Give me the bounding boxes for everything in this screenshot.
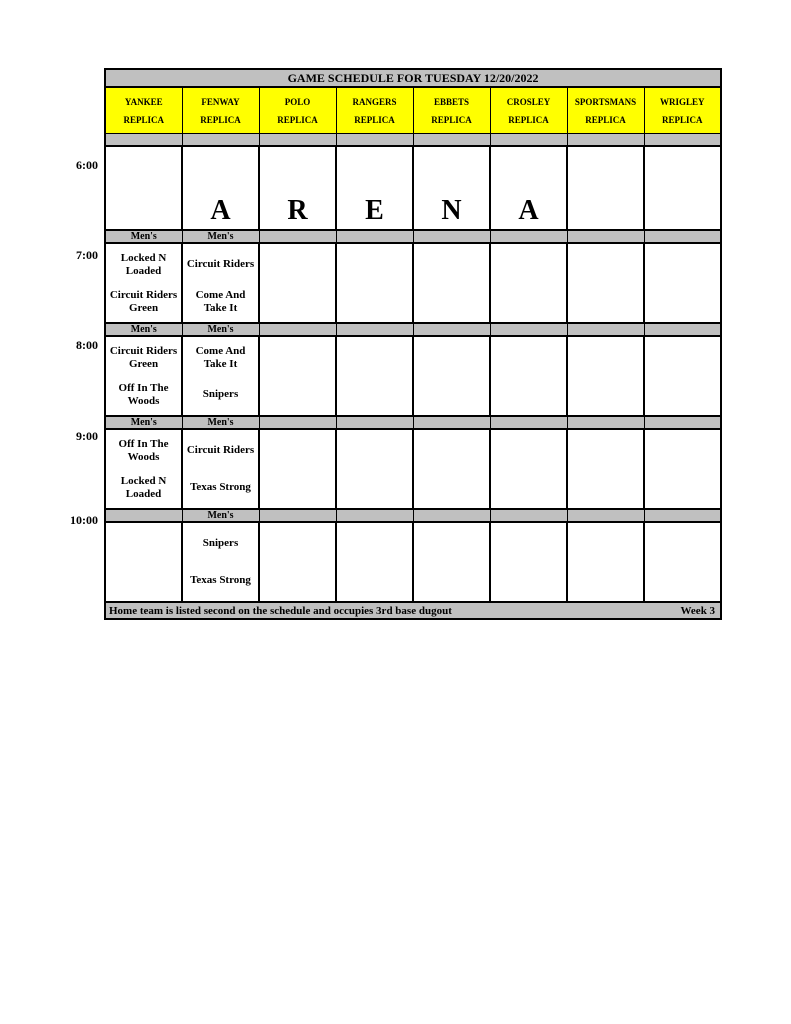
league-band-cell <box>567 134 644 147</box>
game-cell-empty <box>413 243 490 323</box>
field-subname: REPLICA <box>200 114 241 125</box>
league-band-cell <box>567 416 644 429</box>
time-slot-label-700: 7:00 <box>76 248 98 262</box>
league-band-cell <box>490 230 567 243</box>
league-band-cell <box>567 509 644 522</box>
field-header-sportsmans <box>567 87 644 134</box>
game-cell-empty <box>567 336 644 416</box>
arena-letter-cell <box>105 146 182 230</box>
league-band-cell <box>336 134 413 147</box>
field-name: RANGERS <box>352 96 397 107</box>
game-cell-empty <box>259 429 336 509</box>
game-cell <box>105 429 182 509</box>
league-band-cell: Men's <box>182 230 259 243</box>
home-team-label: Texas Strong <box>190 574 251 586</box>
field-subname: REPLICA <box>585 114 626 125</box>
league-band-cell <box>336 416 413 429</box>
league-band-cell <box>105 509 182 522</box>
game-cell-empty <box>413 522 490 602</box>
game-cell-empty <box>259 243 336 323</box>
game-cell-empty <box>490 336 567 416</box>
league-band-cell <box>413 134 490 147</box>
arena-letter-cell: N <box>413 146 490 230</box>
league-band-row-800 <box>105 323 721 336</box>
field-name: FENWAY <box>201 96 240 107</box>
field-subname: REPLICA <box>662 114 703 125</box>
home-team-label: Off In The Woods <box>118 381 169 407</box>
league-band-cell <box>490 134 567 147</box>
league-band-cell <box>105 134 182 147</box>
field-name: CROSLEY <box>506 96 551 107</box>
league-band-cell <box>644 509 721 522</box>
field-subname: REPLICA <box>508 114 549 125</box>
field-subname: REPLICA <box>354 114 395 125</box>
field-header-rangers <box>336 87 413 134</box>
game-cell-empty <box>644 336 721 416</box>
league-band-cell <box>413 416 490 429</box>
game-row-1000 <box>105 522 721 602</box>
game-cell-empty <box>259 522 336 602</box>
game-cell-empty <box>490 243 567 323</box>
home-team-label: Come And Take It <box>195 288 246 314</box>
away-team-label: Circuit Riders <box>186 444 255 456</box>
game-cell-empty <box>644 429 721 509</box>
league-band-cell <box>644 230 721 243</box>
away-team-label: Locked N Loaded <box>120 251 167 277</box>
arena-letter-cell: A <box>490 146 567 230</box>
league-band-cell <box>413 323 490 336</box>
footer-row <box>105 602 721 619</box>
field-subname: REPLICA <box>123 114 164 125</box>
field-name: YANKEE <box>124 96 163 107</box>
home-team-label: Snipers <box>202 388 239 400</box>
away-team-label: Circuit Riders <box>186 258 255 270</box>
game-cell-empty <box>413 336 490 416</box>
time-slot-label-600: 6:00 <box>76 158 98 172</box>
footer-note: Home team is listed second on the schedule and occupies 3rd base dugout <box>109 604 452 617</box>
league-band-cell <box>644 323 721 336</box>
league-band-row-700 <box>105 230 721 243</box>
league-band-cell <box>567 323 644 336</box>
game-row-900 <box>105 429 721 509</box>
away-team-label: Off In The Woods <box>118 437 169 463</box>
game-row-700 <box>105 243 721 323</box>
game-row-600 <box>105 146 721 230</box>
league-band-cell <box>644 134 721 147</box>
field-header-yankee <box>105 87 182 134</box>
league-band-cell <box>490 416 567 429</box>
title-row <box>105 69 721 87</box>
league-band-cell: Men's <box>182 509 259 522</box>
game-cell <box>182 336 259 416</box>
league-band-cell: Men's <box>105 416 182 429</box>
week-label: Week 3 <box>680 604 716 617</box>
game-cell-empty <box>259 336 336 416</box>
time-slot-label-900: 9:00 <box>76 429 98 443</box>
schedule-title: GAME SCHEDULE FOR TUESDAY 12/20/2022 <box>105 69 721 87</box>
game-cell-empty <box>567 243 644 323</box>
field-subname: REPLICA <box>277 114 318 125</box>
league-band-cell <box>413 230 490 243</box>
arena-letter-cell: R <box>259 146 336 230</box>
league-band-cell: Men's <box>182 323 259 336</box>
league-band-cell <box>259 509 336 522</box>
game-cell-empty <box>336 243 413 323</box>
field-header-crosley <box>490 87 567 134</box>
game-cell-empty <box>567 522 644 602</box>
league-band-cell <box>259 230 336 243</box>
time-slot-label-800: 8:00 <box>76 338 98 352</box>
arena-letter-cell: E <box>336 146 413 230</box>
league-band-cell <box>490 509 567 522</box>
game-cell <box>105 243 182 323</box>
field-name: EBBETS <box>433 96 470 107</box>
league-band-cell <box>259 416 336 429</box>
field-header-row <box>105 87 721 134</box>
game-cell <box>182 522 259 602</box>
game-row-800 <box>105 336 721 416</box>
league-band-cell: Men's <box>105 323 182 336</box>
league-band-cell <box>336 230 413 243</box>
home-team-label: Circuit Riders Green <box>109 288 178 314</box>
game-cell-empty <box>336 429 413 509</box>
field-header-ebbets <box>413 87 490 134</box>
schedule-table-container <box>104 68 722 620</box>
field-name: SPORTSMANS <box>574 96 637 107</box>
league-band-cell: Men's <box>182 416 259 429</box>
field-header-polo <box>259 87 336 134</box>
home-team-label: Locked N Loaded <box>120 474 167 500</box>
game-cell-empty <box>644 522 721 602</box>
arena-letter-cell <box>567 146 644 230</box>
arena-letter-cell: A <box>182 146 259 230</box>
away-team-label: Come And Take It <box>195 344 246 370</box>
field-name: POLO <box>284 96 311 107</box>
league-band-cell <box>336 323 413 336</box>
game-cell-empty <box>336 336 413 416</box>
arena-letter-cell <box>644 146 721 230</box>
league-band-cell: Men's <box>105 230 182 243</box>
game-cell <box>182 243 259 323</box>
league-band-cell <box>567 230 644 243</box>
game-cell-empty <box>413 429 490 509</box>
field-subname: REPLICA <box>431 114 472 125</box>
game-cell-empty <box>490 429 567 509</box>
league-band-row-1000 <box>105 509 721 522</box>
league-band-row-900 <box>105 416 721 429</box>
game-cell <box>105 336 182 416</box>
field-name: WRIGLEY <box>660 96 705 107</box>
away-team-label: Snipers <box>202 537 239 549</box>
game-cell <box>182 429 259 509</box>
league-band-cell <box>259 134 336 147</box>
league-band-cell <box>413 509 490 522</box>
time-slot-label-1000: 10:00 <box>70 513 98 527</box>
league-band-cell <box>259 323 336 336</box>
schedule-table <box>104 68 722 620</box>
league-band-row-600 <box>105 134 721 147</box>
game-cell-empty <box>490 522 567 602</box>
game-cell-empty <box>644 243 721 323</box>
away-team-label: Circuit Riders Green <box>109 344 178 370</box>
league-band-cell <box>336 509 413 522</box>
league-band-cell <box>490 323 567 336</box>
field-header-fenway <box>182 87 259 134</box>
field-header-wrigley <box>644 87 721 134</box>
footer-bar <box>105 602 721 619</box>
game-cell-empty <box>336 522 413 602</box>
league-band-cell <box>644 416 721 429</box>
game-cell-empty <box>567 429 644 509</box>
home-team-label: Texas Strong <box>190 481 251 493</box>
game-cell-empty <box>105 522 182 602</box>
league-band-cell <box>182 134 259 147</box>
